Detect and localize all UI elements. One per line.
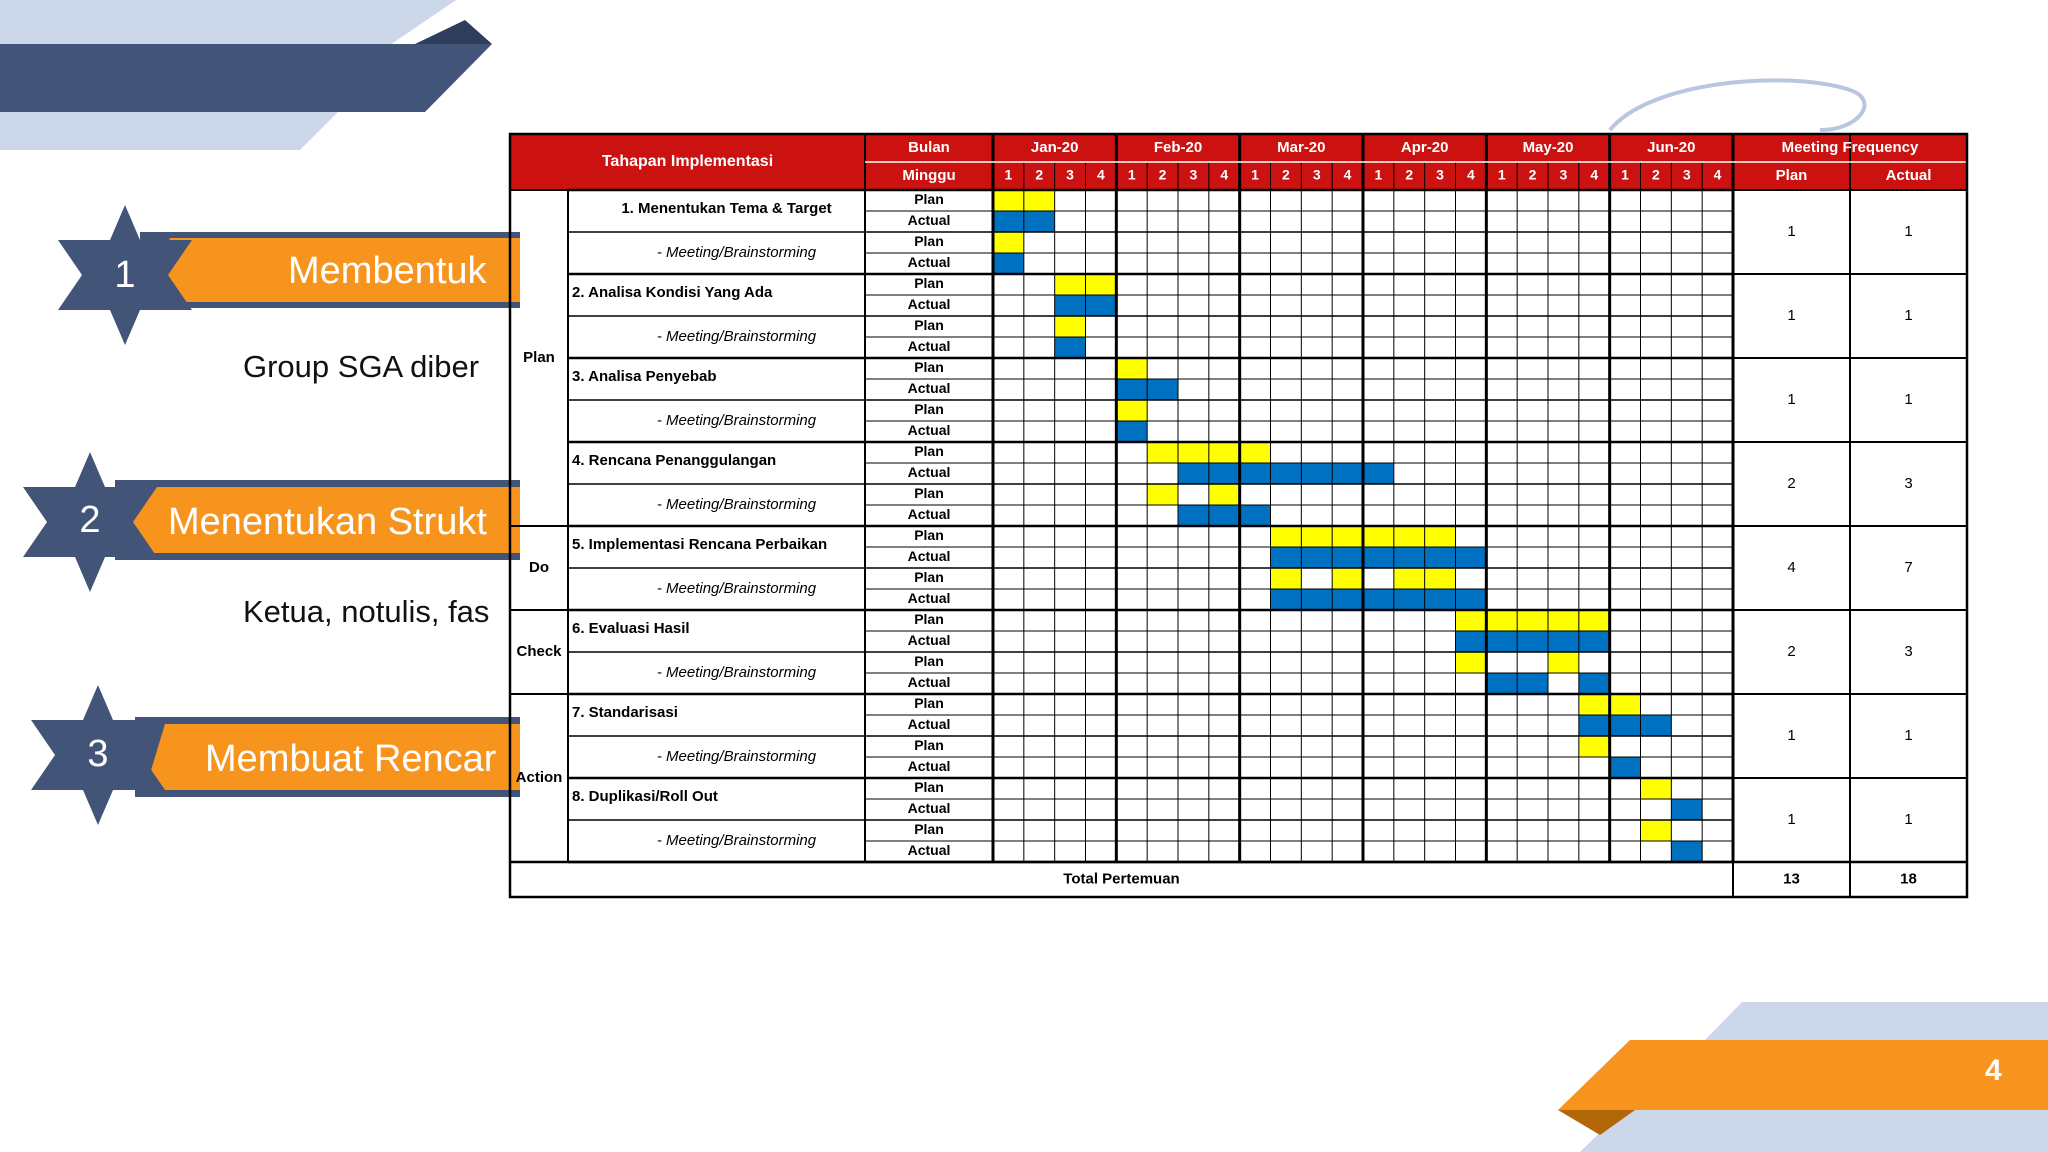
- step-1-description: Group SGA diber: [243, 349, 480, 384]
- gantt-actual-cell: [1178, 463, 1209, 484]
- meeting-actual-value: 1: [1904, 390, 1913, 408]
- task-label: 7. Standarisasi: [572, 703, 678, 721]
- row-actual-label: Actual: [907, 758, 951, 775]
- gantt-plan-cell: [1271, 568, 1302, 589]
- gantt-actual-cell: [1240, 505, 1271, 526]
- gantt-plan-cell: [1579, 610, 1610, 631]
- step-3-title: Membuat Rencar: [205, 738, 497, 780]
- task-subitem-label: - Meeting/Brainstorming: [656, 579, 817, 597]
- phase-label: Plan: [523, 348, 555, 366]
- gantt-plan-cell: [1610, 694, 1641, 715]
- row-plan-label: Plan: [914, 191, 944, 208]
- row-plan-label: Plan: [914, 527, 944, 544]
- header-month-label: Feb-20: [1153, 138, 1203, 156]
- gantt-plan-cell: [1147, 442, 1178, 463]
- row-plan-label: Plan: [914, 275, 944, 292]
- gantt-actual-cell: [1671, 841, 1702, 862]
- gantt-plan-cell: [1024, 190, 1055, 211]
- gantt-actual-cell: [1456, 589, 1487, 610]
- row-plan-label: Plan: [914, 737, 944, 754]
- step-1-title: Membentuk: [288, 250, 487, 292]
- step-2-title: Menentukan Strukt: [168, 501, 487, 543]
- gantt-plan-cell: [1332, 526, 1363, 547]
- gantt-actual-cell: [1147, 379, 1178, 400]
- header-week-label: 2: [1282, 166, 1290, 183]
- task-label: 6. Evaluasi Hasil: [572, 619, 690, 637]
- step-2-description: Ketua, notulis, fas: [243, 594, 490, 629]
- meeting-plan-value: 1: [1787, 222, 1796, 240]
- gantt-plan-cell: [1548, 610, 1579, 631]
- gantt-actual-cell: [1024, 211, 1055, 232]
- gantt-actual-cell: [1425, 589, 1456, 610]
- gantt-actual-cell: [1271, 463, 1302, 484]
- gantt-plan-cell: [1086, 274, 1117, 295]
- gantt-actual-cell: [1363, 547, 1394, 568]
- gantt-actual-cell: [1579, 631, 1610, 652]
- row-actual-label: Actual: [907, 380, 951, 397]
- header-meeting-frequency-label: Meeting Frequency: [1781, 138, 1919, 156]
- gantt-actual-cell: [1116, 421, 1147, 442]
- gantt-actual-cell: [1178, 505, 1209, 526]
- gantt-actual-cell: [1671, 799, 1702, 820]
- row-actual-label: Actual: [907, 212, 951, 229]
- meeting-actual-value: 1: [1904, 306, 1913, 324]
- header-week-label: 3: [1066, 166, 1074, 183]
- gantt-plan-cell: [993, 232, 1024, 253]
- header-week-label: 4: [1713, 166, 1722, 183]
- gantt-plan-cell: [1271, 526, 1302, 547]
- total-label: Total Pertemuan: [1063, 870, 1180, 888]
- row-plan-label: Plan: [914, 695, 944, 712]
- header-month-label: May-20: [1522, 138, 1574, 156]
- meeting-actual-value: 3: [1904, 474, 1913, 492]
- gantt-plan-cell: [1394, 526, 1425, 547]
- row-actual-label: Actual: [907, 842, 951, 859]
- row-plan-label: Plan: [914, 653, 944, 670]
- meeting-actual-value: 1: [1904, 810, 1913, 828]
- phase-label: Check: [516, 642, 562, 660]
- header-week-label: 3: [1312, 166, 1321, 183]
- gantt-actual-cell: [1332, 547, 1363, 568]
- gantt-actual-cell: [1641, 715, 1672, 736]
- header-week-label: 2: [1652, 166, 1660, 183]
- meeting-plan-value: 2: [1787, 642, 1796, 660]
- header-week-label: 1: [1374, 166, 1383, 183]
- row-actual-label: Actual: [907, 548, 951, 565]
- header-week-label: 1: [1251, 166, 1259, 183]
- gantt-plan-cell: [1209, 442, 1240, 463]
- header-week-label: 2: [1158, 166, 1167, 183]
- task-subitem-label: - Meeting/Brainstorming: [656, 663, 817, 681]
- gantt-plan-cell: [1425, 568, 1456, 589]
- gantt-actual-cell: [1271, 547, 1302, 568]
- gantt-plan-cell: [1579, 694, 1610, 715]
- gantt-plan-cell: [1332, 568, 1363, 589]
- gantt-actual-cell: [1055, 337, 1086, 358]
- row-plan-label: Plan: [914, 443, 944, 460]
- gantt-actual-cell: [1517, 631, 1548, 652]
- row-actual-label: Actual: [907, 716, 951, 733]
- header-week-label: 1: [1127, 166, 1136, 183]
- row-plan-label: Plan: [914, 359, 944, 376]
- gantt-plan-cell: [1363, 526, 1394, 547]
- total-plan-value: 13: [1783, 870, 1800, 888]
- gantt-actual-cell: [1579, 673, 1610, 694]
- meeting-plan-value: 4: [1787, 558, 1796, 576]
- row-actual-label: Actual: [907, 464, 951, 481]
- gantt-plan-cell: [1579, 736, 1610, 757]
- row-actual-label: Actual: [907, 338, 951, 355]
- phase-label: Action: [515, 768, 563, 786]
- row-actual-label: Actual: [907, 296, 951, 313]
- gantt-plan-cell: [1055, 274, 1086, 295]
- header-week-label: 3: [1682, 166, 1691, 183]
- gantt-actual-cell: [1301, 547, 1332, 568]
- gantt-actual-cell: [1517, 673, 1548, 694]
- gantt-actual-cell: [1486, 631, 1517, 652]
- header-month-label: Jan-20: [1030, 138, 1079, 156]
- header-week-label: 4: [1590, 166, 1599, 183]
- step-2-number: 2: [79, 499, 101, 541]
- header-minggu-label: Minggu: [902, 166, 956, 184]
- gantt-actual-cell: [1116, 379, 1147, 400]
- gantt-actual-cell: [1086, 295, 1117, 316]
- header-week-label: 3: [1559, 166, 1568, 183]
- gantt-actual-cell: [1209, 505, 1240, 526]
- gantt-actual-cell: [993, 211, 1024, 232]
- header-week-label: 2: [1035, 166, 1044, 183]
- meeting-actual-value: 1: [1904, 726, 1913, 744]
- header-week-label: 1: [1621, 166, 1629, 183]
- step-1-number: 1: [114, 254, 136, 296]
- row-plan-label: Plan: [914, 401, 944, 418]
- gantt-actual-cell: [1610, 757, 1641, 778]
- task-label: 2. Analisa Kondisi Yang Ada: [572, 283, 773, 301]
- row-plan-label: Plan: [914, 317, 944, 334]
- gantt-actual-cell: [1332, 589, 1363, 610]
- task-subitem-label: - Meeting/Brainstorming: [656, 495, 817, 513]
- header-stage-label: Tahapan Implementasi: [601, 153, 774, 171]
- meeting-plan-value: 1: [1787, 726, 1796, 744]
- gantt-actual-cell: [1579, 715, 1610, 736]
- row-plan-label: Plan: [914, 779, 944, 796]
- row-actual-label: Actual: [907, 422, 951, 439]
- header-week-label: 4: [1467, 166, 1475, 183]
- gantt-plan-cell: [1116, 400, 1147, 421]
- header-week-label: 4: [1343, 166, 1352, 183]
- gantt-actual-cell: [1456, 631, 1487, 652]
- gantt-actual-cell: [1486, 673, 1517, 694]
- header-week-label: 2: [1405, 166, 1414, 183]
- gantt-actual-cell: [1055, 295, 1086, 316]
- task-label: 4. Rencana Penanggulangan: [572, 451, 777, 469]
- row-plan-label: Plan: [914, 569, 944, 586]
- task-label: 5. Implementasi Rencana Perbaikan: [572, 535, 828, 553]
- gantt-actual-cell: [1240, 463, 1271, 484]
- task-subitem-label: - Meeting/Brainstorming: [656, 411, 817, 429]
- row-plan-label: Plan: [914, 821, 944, 838]
- row-plan-label: Plan: [914, 485, 944, 502]
- header-mf-actual-label: Actual: [1885, 166, 1932, 184]
- header-month-label: Mar-20: [1277, 138, 1326, 156]
- gantt-plan-cell: [993, 190, 1024, 211]
- header-week-label: 2: [1528, 166, 1537, 183]
- page-number: 4: [1985, 1054, 2002, 1087]
- row-plan-label: Plan: [914, 611, 944, 628]
- gantt-actual-cell: [1363, 463, 1394, 484]
- header-week-label: 4: [1220, 166, 1229, 183]
- task-label: 3. Analisa Penyebab: [572, 367, 717, 385]
- task-subitem-label: - Meeting/Brainstorming: [656, 327, 817, 345]
- gantt-actual-cell: [1332, 463, 1363, 484]
- row-actual-label: Actual: [907, 254, 951, 271]
- gantt-plan-cell: [1641, 820, 1672, 841]
- meeting-actual-value: 7: [1904, 558, 1913, 576]
- gantt-plan-cell: [1301, 526, 1332, 547]
- gantt-plan-cell: [1456, 652, 1487, 673]
- gantt-plan-cell: [1425, 526, 1456, 547]
- gantt-plan-cell: [1486, 610, 1517, 631]
- gantt-plan-cell: [1178, 442, 1209, 463]
- header-week-label: 1: [1004, 166, 1013, 183]
- header-mf-plan-label: Plan: [1775, 166, 1808, 184]
- gantt-actual-cell: [1548, 631, 1579, 652]
- header-week-label: 3: [1436, 166, 1444, 183]
- gantt-plan-cell: [1394, 568, 1425, 589]
- gantt-plan-cell: [1548, 652, 1579, 673]
- row-actual-label: Actual: [907, 590, 951, 607]
- total-actual-value: 18: [1900, 870, 1917, 888]
- row-actual-label: Actual: [907, 632, 951, 649]
- row-plan-label: Plan: [914, 233, 944, 250]
- header-week-label: 1: [1497, 166, 1506, 183]
- gantt-actual-cell: [1271, 589, 1302, 610]
- gantt-actual-cell: [1456, 547, 1487, 568]
- header-week-label: 4: [1097, 166, 1105, 183]
- gantt-plan-cell: [1517, 610, 1548, 631]
- gantt-plan-cell: [1116, 358, 1147, 379]
- gantt-plan-cell: [1209, 484, 1240, 505]
- gantt-plan-cell: [1240, 442, 1271, 463]
- task-label: 1. Menentukan Tema & Target: [621, 199, 832, 217]
- gantt-actual-cell: [1394, 589, 1425, 610]
- gantt-actual-cell: [1394, 547, 1425, 568]
- task-subitem-label: - Meeting/Brainstorming: [656, 831, 817, 849]
- gantt-plan-cell: [1456, 610, 1487, 631]
- header-month-label: Apr-20: [1400, 138, 1449, 156]
- gantt-plan-cell: [1641, 778, 1672, 799]
- gantt-actual-cell: [1209, 463, 1240, 484]
- gantt-actual-cell: [1363, 589, 1394, 610]
- gantt-actual-cell: [1301, 463, 1332, 484]
- gantt-actual-cell: [1610, 715, 1641, 736]
- gantt-plan-cell: [1147, 484, 1178, 505]
- gantt-actual-cell: [993, 253, 1024, 274]
- phase-label: Do: [529, 558, 549, 576]
- header-bulan-label: Bulan: [908, 138, 950, 156]
- meeting-actual-value: 3: [1904, 642, 1913, 660]
- task-subitem-label: - Meeting/Brainstorming: [656, 747, 817, 765]
- meeting-plan-value: 2: [1787, 474, 1796, 492]
- meeting-actual-value: 1: [1904, 222, 1913, 240]
- meeting-plan-value: 1: [1787, 306, 1796, 324]
- row-actual-label: Actual: [907, 800, 951, 817]
- step-3-number: 3: [87, 733, 109, 775]
- task-label: 8. Duplikasi/Roll Out: [572, 787, 718, 805]
- meeting-plan-value: 1: [1787, 390, 1796, 408]
- task-subitem-label: - Meeting/Brainstorming: [656, 243, 817, 261]
- row-actual-label: Actual: [907, 674, 951, 691]
- header-month-label: Jun-20: [1647, 138, 1696, 156]
- gantt-actual-cell: [1301, 589, 1332, 610]
- gantt-plan-cell: [1055, 316, 1086, 337]
- header-week-label: 3: [1189, 166, 1198, 183]
- gantt-actual-cell: [1425, 547, 1456, 568]
- meeting-plan-value: 1: [1787, 810, 1796, 828]
- row-actual-label: Actual: [907, 506, 951, 523]
